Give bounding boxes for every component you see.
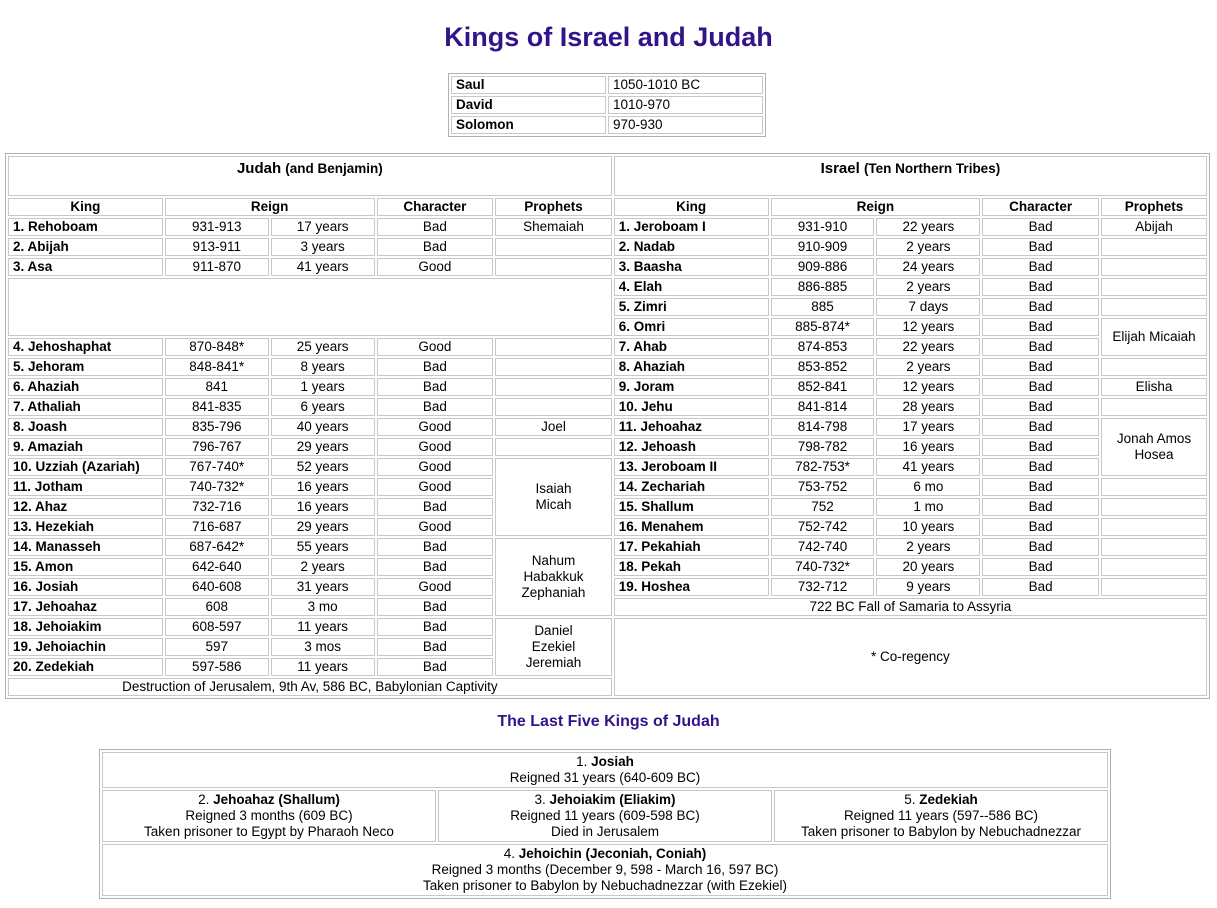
kingdom-row — [8, 338, 1207, 356]
judah-reign-years: 687-642* — [165, 538, 269, 556]
last-five-title: The Last Five Kings of Judah — [497, 713, 720, 730]
israel-reign-years: 752-742 — [771, 518, 875, 536]
israel-reign-years: 910-909 — [771, 238, 875, 256]
judah-header — [8, 156, 612, 196]
united-king-reign: 970-930 — [608, 116, 763, 134]
judah-king-name: 6. Ahaziah — [8, 378, 163, 396]
last-five-josiah — [102, 752, 1108, 788]
coregency-note: * Co-regency — [614, 618, 1207, 696]
israel-reign-duration: 41 years — [876, 458, 980, 476]
prophet-name: Habakkuk — [523, 569, 584, 584]
last-five-name: Zedekiah — [919, 792, 978, 807]
israel-reign-years: 931-910 — [771, 218, 875, 236]
israel-footer: 722 BC Fall of Samaria to Assyria — [614, 598, 1207, 616]
judah-king-name: 18. Jehoiakim — [8, 618, 163, 636]
israel-character: Bad — [982, 218, 1099, 236]
israel-character: Bad — [982, 418, 1099, 436]
israel-king-name: 3. Baasha — [614, 258, 769, 276]
kingdom-row — [8, 218, 1207, 236]
israel-king-name: 17. Pekahiah — [614, 538, 769, 556]
united-king-row — [451, 76, 763, 94]
israel-prophet-jonah-group — [1101, 418, 1207, 476]
israel-character: Bad — [982, 538, 1099, 556]
united-king-name: Solomon — [451, 116, 606, 134]
judah-king-name: 3. Asa — [8, 258, 163, 276]
israel-prophet-empty — [1101, 298, 1207, 316]
judah-character: Good — [377, 478, 494, 496]
judah-king-name: 19. Jehoiachin — [8, 638, 163, 656]
judah-character: Bad — [377, 618, 494, 636]
judah-reign-duration: 3 mo — [271, 598, 375, 616]
judah-reign-duration: 55 years — [271, 538, 375, 556]
judah-character: Bad — [377, 558, 494, 576]
israel-col-prophets: Prophets — [1101, 198, 1207, 216]
last-five-jehoichin — [102, 844, 1108, 896]
judah-reign-duration: 52 years — [271, 458, 375, 476]
judah-reign-years: 597 — [165, 638, 269, 656]
israel-king-name: 5. Zimri — [614, 298, 769, 316]
last-five-line: Taken prisoner to Egypt by Pharaoh Neco — [144, 824, 394, 839]
israel-reign-duration: 1 mo — [876, 498, 980, 516]
kingdom-row — [8, 458, 1207, 476]
judah-prophet-empty — [495, 398, 612, 416]
judah-character: Bad — [377, 658, 494, 676]
judah-king-name: 10. Uzziah (Azariah) — [8, 458, 163, 476]
judah-reign-duration: 6 years — [271, 398, 375, 416]
israel-character: Bad — [982, 458, 1099, 476]
judah-reign-duration: 25 years — [271, 338, 375, 356]
judah-prophet-empty — [495, 358, 612, 376]
israel-header — [614, 156, 1207, 196]
judah-reign-years: 740-732* — [165, 478, 269, 496]
judah-reign-years: 870-848* — [165, 338, 269, 356]
judah-character: Good — [377, 458, 494, 476]
israel-col-king: King — [614, 198, 769, 216]
judah-col-prophets: Prophets — [495, 198, 612, 216]
judah-reign-years: 767-740* — [165, 458, 269, 476]
last-five-name: Jehoiakim (Eliakim) — [549, 792, 676, 807]
judah-prophet-daniel-group — [495, 618, 612, 676]
israel-col-reign: Reign — [771, 198, 981, 216]
judah-reign-duration: 3 mos — [271, 638, 375, 656]
judah-character: Bad — [377, 398, 494, 416]
judah-reign-years: 913-911 — [165, 238, 269, 256]
judah-king-name: 15. Amon — [8, 558, 163, 576]
israel-king-name: 8. Ahaziah — [614, 358, 769, 376]
judah-reign-duration: 2 years — [271, 558, 375, 576]
last-five-name: Josiah — [591, 754, 634, 769]
israel-character: Bad — [982, 298, 1099, 316]
judah-king-name: 8. Joash — [8, 418, 163, 436]
israel-reign-duration: 9 years — [876, 578, 980, 596]
israel-prophet-empty — [1101, 538, 1207, 556]
israel-character: Bad — [982, 238, 1099, 256]
judah-header-sub: (and Benjamin) — [285, 161, 383, 176]
israel-reign-years: 853-852 — [771, 358, 875, 376]
united-monarchy-table — [448, 73, 766, 137]
israel-reign-duration: 22 years — [876, 218, 980, 236]
last-five-line: Reigned 11 years (609-598 BC) — [510, 808, 700, 823]
israel-king-name: 11. Jehoahaz — [614, 418, 769, 436]
israel-prophet-empty — [1101, 558, 1207, 576]
judah-reign-years: 732-716 — [165, 498, 269, 516]
judah-reign-duration: 16 years — [271, 478, 375, 496]
kingdom-header-row — [8, 156, 1207, 196]
israel-prophet-empty — [1101, 398, 1207, 416]
judah-king-name: 20. Zedekiah — [8, 658, 163, 676]
judah-reign-duration: 8 years — [271, 358, 375, 376]
judah-reign-years: 841-835 — [165, 398, 269, 416]
last-five-name: Jehoichin (Jeconiah, Coniah) — [518, 846, 707, 861]
israel-character: Bad — [982, 398, 1099, 416]
judah-reign-duration: 29 years — [271, 518, 375, 536]
united-king-reign: 1010-970 — [608, 96, 763, 114]
kingdom-row — [8, 618, 1207, 636]
judah-character: Good — [377, 418, 494, 436]
judah-header-title: Judah — [236, 160, 282, 177]
israel-king-name: 16. Menahem — [614, 518, 769, 536]
prophet-name: Nahum — [531, 553, 576, 568]
judah-king-name: 13. Hezekiah — [8, 518, 163, 536]
israel-prophet-empty — [1101, 478, 1207, 496]
kingdom-row — [8, 398, 1207, 416]
israel-reign-years: 732-712 — [771, 578, 875, 596]
israel-prophet-empty — [1101, 358, 1207, 376]
united-king-reign: 1050-1010 BC — [608, 76, 763, 94]
prophet-name: Jeremiah — [525, 655, 582, 670]
judah-prophet-empty — [495, 258, 612, 276]
last-five-num: 3. — [534, 792, 550, 807]
israel-reign-duration: 2 years — [876, 358, 980, 376]
judah-character: Bad — [377, 378, 494, 396]
israel-reign-duration: 28 years — [876, 398, 980, 416]
israel-reign-duration: 7 days — [876, 298, 980, 316]
judah-king-name: 2. Abijah — [8, 238, 163, 256]
judah-character: Good — [377, 438, 494, 456]
judah-reign-duration: 11 years — [271, 618, 375, 636]
last-five-jehoahaz — [102, 790, 436, 842]
judah-reign-years: 608-597 — [165, 618, 269, 636]
israel-king-name: 7. Ahab — [614, 338, 769, 356]
israel-character: Bad — [982, 478, 1099, 496]
judah-character: Good — [377, 338, 494, 356]
israel-reign-years: 752 — [771, 498, 875, 516]
israel-character: Bad — [982, 358, 1099, 376]
israel-reign-duration: 10 years — [876, 518, 980, 536]
judah-prophet-empty — [495, 378, 612, 396]
israel-king-name: 12. Jehoash — [614, 438, 769, 456]
israel-prophet-empty — [1101, 258, 1207, 276]
israel-reign-duration: 2 years — [876, 278, 980, 296]
united-king-name: David — [451, 96, 606, 114]
judah-reign-duration: 3 years — [271, 238, 375, 256]
israel-king-name: 1. Jeroboam I — [614, 218, 769, 236]
israel-prophet-empty — [1101, 498, 1207, 516]
judah-reign-years: 911-870 — [165, 258, 269, 276]
israel-prophet-elijah-micaiah: Elijah Micaiah — [1101, 318, 1207, 356]
prophet-name: Hosea — [1134, 447, 1174, 462]
last-five-num: 1. — [576, 754, 592, 769]
kingdom-row — [8, 258, 1207, 276]
israel-king-name: 4. Elah — [614, 278, 769, 296]
last-five-line: Died in Jerusalem — [550, 824, 660, 839]
judah-character: Bad — [377, 358, 494, 376]
judah-reign-duration: 41 years — [271, 258, 375, 276]
divided-kingdom-table — [5, 153, 1210, 699]
israel-reign-duration: 24 years — [876, 258, 980, 276]
israel-king-name: 15. Shallum — [614, 498, 769, 516]
judah-reign-years: 848-841* — [165, 358, 269, 376]
israel-character: Bad — [982, 258, 1099, 276]
israel-prophet-abijah: Abijah — [1101, 218, 1207, 236]
judah-character: Bad — [377, 598, 494, 616]
israel-reign-duration: 12 years — [876, 378, 980, 396]
israel-character: Bad — [982, 338, 1099, 356]
prophet-name: Micah — [535, 497, 572, 512]
last-five-num: 5. — [904, 792, 920, 807]
israel-reign-years: 742-740 — [771, 538, 875, 556]
last-five-line: Reigned 3 months (December 9, 598 - March 16, 597 BC) — [431, 862, 779, 877]
israel-reign-years: 885 — [771, 298, 875, 316]
judah-gap-cell — [8, 278, 612, 336]
judah-king-name: 7. Athaliah — [8, 398, 163, 416]
page-title: Kings of Israel and Judah — [444, 22, 773, 52]
last-five-line: Reigned 3 months (609 BC) — [185, 808, 353, 823]
prophet-name: Ezekiel — [531, 639, 576, 654]
judah-reign-duration: 16 years — [271, 498, 375, 516]
last-five-kings-table — [99, 749, 1111, 899]
judah-character: Bad — [377, 498, 494, 516]
kingdom-row — [8, 378, 1207, 396]
judah-reign-years: 841 — [165, 378, 269, 396]
israel-king-name: 19. Hoshea — [614, 578, 769, 596]
judah-prophet-nahum-group — [495, 538, 612, 616]
column-header-row — [8, 198, 1207, 216]
kingdom-row — [8, 418, 1207, 436]
israel-king-name: 14. Zechariah — [614, 478, 769, 496]
prophet-name: Daniel — [534, 623, 573, 638]
israel-king-name: 18. Pekah — [614, 558, 769, 576]
judah-king-name: 4. Jehoshaphat — [8, 338, 163, 356]
prophet-name: Jonah Amos — [1116, 431, 1192, 446]
israel-reign-years: 798-782 — [771, 438, 875, 456]
judah-reign-duration: 1 years — [271, 378, 375, 396]
judah-character: Bad — [377, 218, 494, 236]
israel-reign-years: 753-752 — [771, 478, 875, 496]
kingdom-row — [8, 538, 1207, 556]
israel-reign-years: 841-814 — [771, 398, 875, 416]
judah-prophet-joel: Joel — [495, 418, 612, 436]
israel-reign-years: 885-874* — [771, 318, 875, 336]
israel-header-sub: (Ten Northern Tribes) — [863, 161, 1001, 176]
judah-reign-duration: 29 years — [271, 438, 375, 456]
israel-character: Bad — [982, 318, 1099, 336]
last-five-line: Taken prisoner to Babylon by Nebuchadnezzar (with Ezekiel) — [423, 878, 787, 893]
israel-king-name: 13. Jeroboam II — [614, 458, 769, 476]
israel-prophet-empty — [1101, 278, 1207, 296]
israel-character: Bad — [982, 518, 1099, 536]
israel-reign-duration: 6 mo — [876, 478, 980, 496]
judah-character: Bad — [377, 238, 494, 256]
last-five-jehoiakim — [438, 790, 772, 842]
israel-reign-years: 814-798 — [771, 418, 875, 436]
judah-prophet-empty — [495, 338, 612, 356]
judah-prophet-empty — [495, 238, 612, 256]
israel-reign-years: 909-886 — [771, 258, 875, 276]
judah-character: Bad — [377, 638, 494, 656]
last-five-name: Jehoahaz (Shallum) — [213, 792, 340, 807]
israel-prophet-empty — [1101, 578, 1207, 596]
israel-reign-duration: 22 years — [876, 338, 980, 356]
kingdom-row — [8, 238, 1207, 256]
judah-col-reign: Reign — [165, 198, 375, 216]
judah-character: Good — [377, 578, 494, 596]
last-five-num: 2. — [198, 792, 214, 807]
united-king-name: Saul — [451, 76, 606, 94]
israel-prophet-empty — [1101, 238, 1207, 256]
judah-king-name: 11. Jotham — [8, 478, 163, 496]
judah-king-name: 16. Josiah — [8, 578, 163, 596]
israel-reign-duration: 20 years — [876, 558, 980, 576]
israel-king-name: 10. Jehu — [614, 398, 769, 416]
judah-king-name: 1. Rehoboam — [8, 218, 163, 236]
israel-king-name: 2. Nadab — [614, 238, 769, 256]
judah-reign-years: 931-913 — [165, 218, 269, 236]
last-five-line: Reigned 31 years (640-609 BC) — [509, 770, 701, 785]
judah-reign-duration: 11 years — [271, 658, 375, 676]
israel-reign-duration: 12 years — [876, 318, 980, 336]
israel-character: Bad — [982, 578, 1099, 596]
judah-character: Good — [377, 258, 494, 276]
judah-col-character: Character — [377, 198, 494, 216]
judah-reign-duration: 40 years — [271, 418, 375, 436]
judah-reign-years: 835-796 — [165, 418, 269, 436]
judah-prophet-empty — [495, 438, 612, 456]
israel-reign-years: 852-841 — [771, 378, 875, 396]
israel-character: Bad — [982, 438, 1099, 456]
judah-reign-duration: 17 years — [271, 218, 375, 236]
israel-header-title: Israel — [820, 160, 860, 177]
israel-reign-years: 740-732* — [771, 558, 875, 576]
kingdom-row — [8, 358, 1207, 376]
prophet-name: Zephaniah — [521, 585, 586, 600]
judah-prophet-isaiah-micah — [495, 458, 612, 536]
judah-prophet-shemaiah: Shemaiah — [495, 218, 612, 236]
judah-reign-years: 608 — [165, 598, 269, 616]
israel-character: Bad — [982, 378, 1099, 396]
united-king-row — [451, 116, 763, 134]
last-five-line: Taken prisoner to Babylon by Nebuchadnezzar — [801, 824, 1081, 839]
last-five-line: Reigned 11 years (597--586 BC) — [843, 808, 1039, 823]
israel-character: Bad — [982, 278, 1099, 296]
last-five-zedekiah — [774, 790, 1108, 842]
judah-reign-years: 640-608 — [165, 578, 269, 596]
judah-reign-years: 597-586 — [165, 658, 269, 676]
judah-king-name: 14. Manasseh — [8, 538, 163, 556]
israel-reign-years: 782-753* — [771, 458, 875, 476]
judah-character: Good — [377, 518, 494, 536]
united-king-row — [451, 96, 763, 114]
prophet-name: Isaiah — [535, 481, 572, 496]
israel-king-name: 6. Omri — [614, 318, 769, 336]
judah-king-name: 9. Amaziah — [8, 438, 163, 456]
judah-character: Bad — [377, 538, 494, 556]
israel-col-character: Character — [982, 198, 1099, 216]
kingdom-row — [8, 278, 1207, 296]
judah-reign-years: 716-687 — [165, 518, 269, 536]
judah-reign-years: 642-640 — [165, 558, 269, 576]
kingdom-row — [8, 438, 1207, 456]
israel-prophet-elisha: Elisha — [1101, 378, 1207, 396]
judah-reign-duration: 31 years — [271, 578, 375, 596]
israel-character: Bad — [982, 498, 1099, 516]
israel-character: Bad — [982, 558, 1099, 576]
judah-reign-years: 796-767 — [165, 438, 269, 456]
israel-reign-duration: 2 years — [876, 238, 980, 256]
israel-reign-years: 886-885 — [771, 278, 875, 296]
last-five-num: 4. — [503, 846, 519, 861]
judah-footer: Destruction of Jerusalem, 9th Av, 586 BC, Babylonian Captivity — [8, 678, 612, 696]
judah-col-king: King — [8, 198, 163, 216]
israel-reign-duration: 16 years — [876, 438, 980, 456]
judah-king-name: 12. Ahaz — [8, 498, 163, 516]
israel-reign-years: 874-853 — [771, 338, 875, 356]
israel-prophet-empty — [1101, 518, 1207, 536]
israel-king-name: 9. Joram — [614, 378, 769, 396]
judah-king-name: 5. Jehoram — [8, 358, 163, 376]
israel-reign-duration: 2 years — [876, 538, 980, 556]
judah-king-name: 17. Jehoahaz — [8, 598, 163, 616]
israel-reign-duration: 17 years — [876, 418, 980, 436]
